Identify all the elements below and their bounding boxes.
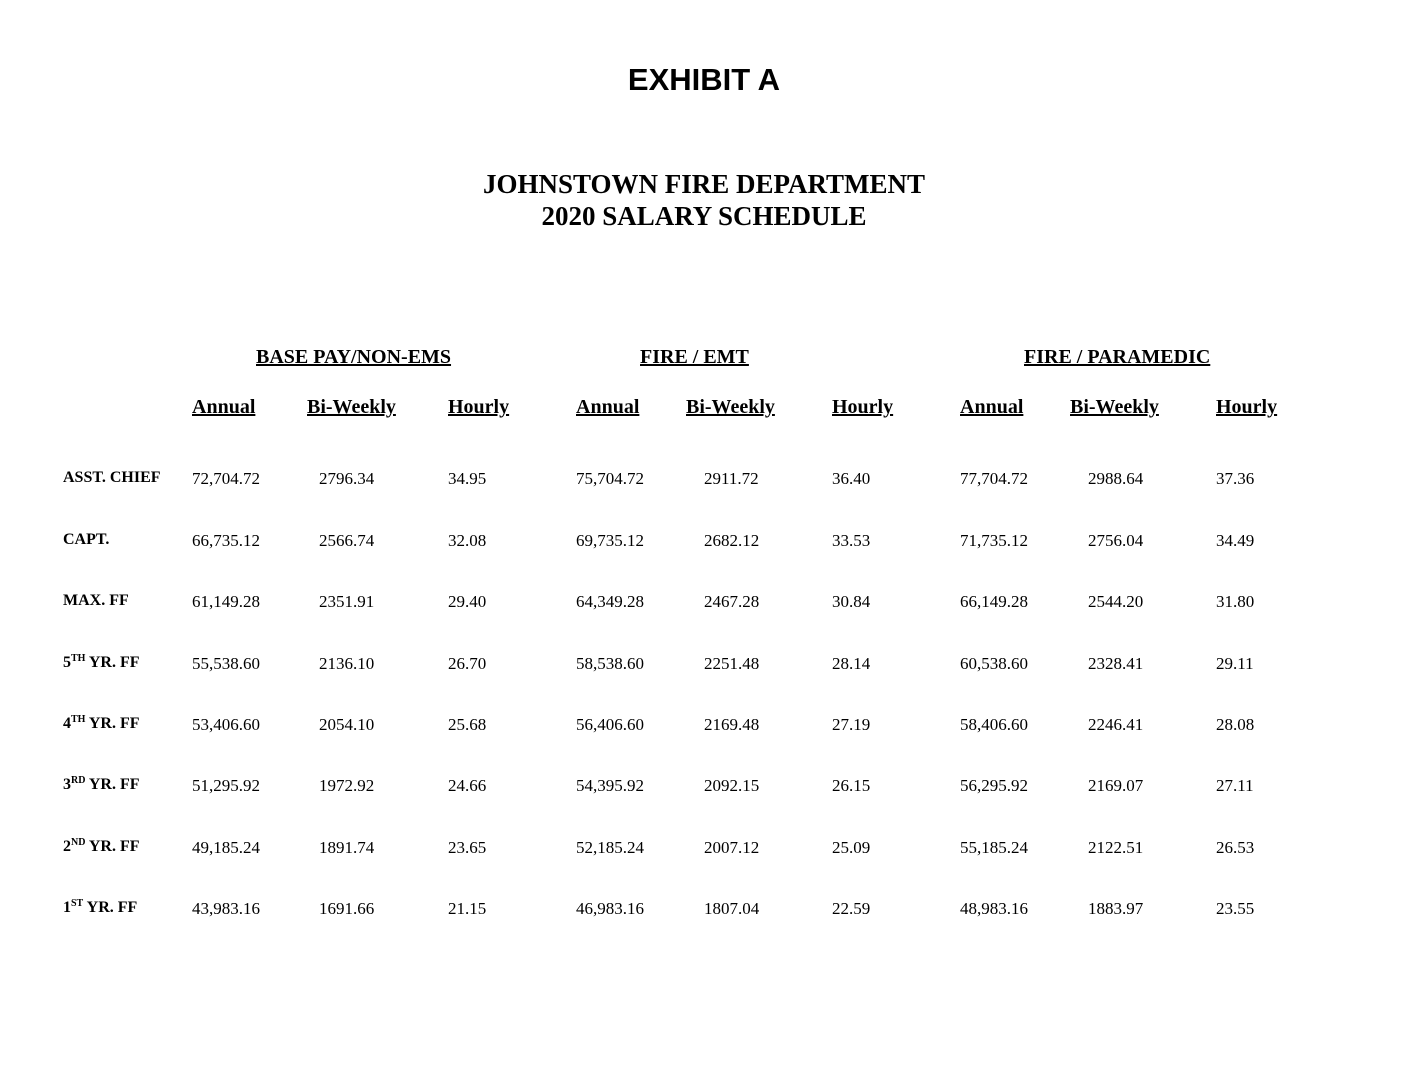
row-label: ASST. CHIEF xyxy=(63,469,161,486)
salary-cell: 25.09 xyxy=(832,838,871,857)
salary-cell: 31.80 xyxy=(1216,592,1255,611)
salary-cell: 2246.41 xyxy=(1088,715,1144,734)
salary-cell: 1883.97 xyxy=(1088,899,1144,918)
salary-cell: 49,185.24 xyxy=(192,838,260,857)
salary-cell: 53,406.60 xyxy=(192,715,260,734)
salary-cell: 2756.04 xyxy=(1088,531,1144,550)
salary-cell: 69,735.12 xyxy=(576,531,644,550)
salary-cell: 1891.74 xyxy=(319,838,375,857)
salary-cell: 55,538.60 xyxy=(192,654,260,673)
salary-cell: 27.19 xyxy=(832,715,871,734)
row-label-text: YR. FF xyxy=(85,715,140,732)
row-label xyxy=(63,838,140,856)
salary-cell: 2122.51 xyxy=(1088,838,1144,857)
salary-cell: 2467.28 xyxy=(704,592,760,611)
salary-cell: 2136.10 xyxy=(319,654,375,673)
salary-cell: 36.40 xyxy=(832,469,871,488)
salary-cell: 48,983.16 xyxy=(960,899,1028,918)
salary-cell: 55,185.24 xyxy=(960,838,1028,857)
salary-cell: 2988.64 xyxy=(1088,469,1144,488)
column-header-annual: Annual xyxy=(960,396,1024,418)
salary-cell: 24.66 xyxy=(448,776,487,795)
salary-cell: 58,538.60 xyxy=(576,654,644,673)
salary-cell: 66,149.28 xyxy=(960,592,1028,611)
salary-cell: 26.15 xyxy=(832,776,871,795)
salary-cell: 77,704.72 xyxy=(960,469,1028,488)
row-label-text: YR. FF xyxy=(85,776,140,793)
row-label-number: 4 xyxy=(63,715,71,732)
salary-cell: 2351.91 xyxy=(319,592,375,611)
salary-cell: 29.40 xyxy=(448,592,487,611)
department-name: JOHNSTOWN FIRE DEPARTMENT xyxy=(482,169,926,199)
salary-cell: 32.08 xyxy=(448,531,487,550)
salary-cell: 25.68 xyxy=(448,715,487,734)
salary-cell: 2911.72 xyxy=(704,469,759,488)
row-label-ordinal: ST xyxy=(71,898,84,909)
row-label: CAPT. xyxy=(63,531,110,548)
salary-cell: 75,704.72 xyxy=(576,469,644,488)
salary-cell: 2566.74 xyxy=(319,531,375,550)
row-label-ordinal: ND xyxy=(71,837,86,848)
salary-cell: 28.08 xyxy=(1216,715,1255,734)
row-label: MAX. FF xyxy=(63,592,129,609)
group-header-base-pay: BASE PAY/NON-EMS xyxy=(256,346,452,368)
row-label xyxy=(63,776,140,794)
row-label xyxy=(63,654,140,672)
salary-cell: 23.65 xyxy=(448,838,487,857)
row-label xyxy=(63,899,137,917)
group-header-fire-paramedic: FIRE / PARAMEDIC xyxy=(1024,346,1211,368)
column-header-annual: Annual xyxy=(576,396,640,418)
salary-cell: 2007.12 xyxy=(704,838,760,857)
salary-cell: 37.36 xyxy=(1216,469,1255,488)
salary-cell: 1972.92 xyxy=(319,776,375,795)
row-label-number: 3 xyxy=(63,776,71,793)
salary-cell: 2682.12 xyxy=(704,531,760,550)
column-header-bi-weekly: Bi-Weekly xyxy=(686,396,775,418)
row-label-ordinal: TH xyxy=(71,653,86,664)
salary-cell: 22.59 xyxy=(832,899,871,918)
salary-cell: 64,349.28 xyxy=(576,592,644,611)
salary-cell: 1807.04 xyxy=(704,899,760,918)
row-label-text: YR. FF xyxy=(83,899,138,916)
row-label-number: 5 xyxy=(63,654,71,671)
salary-cell: 60,538.60 xyxy=(960,654,1028,673)
salary-cell: 2544.20 xyxy=(1088,592,1144,611)
salary-cell: 23.55 xyxy=(1216,899,1255,918)
salary-cell: 34.95 xyxy=(448,469,487,488)
group-header-fire-emt: FIRE / EMT xyxy=(640,346,749,368)
salary-cell: 30.84 xyxy=(832,592,871,611)
salary-cell: 71,735.12 xyxy=(960,531,1028,550)
salary-cell: 72,704.72 xyxy=(192,469,260,488)
exhibit-title: EXHIBIT A xyxy=(627,62,781,97)
column-header-bi-weekly: Bi-Weekly xyxy=(1070,396,1159,418)
schedule-title: 2020 SALARY SCHEDULE xyxy=(541,201,867,231)
column-header-bi-weekly: Bi-Weekly xyxy=(307,396,396,418)
salary-cell: 2092.15 xyxy=(704,776,760,795)
row-label-number: 2 xyxy=(63,838,71,855)
salary-cell: 66,735.12 xyxy=(192,531,260,550)
salary-cell: 52,185.24 xyxy=(576,838,644,857)
column-header-annual: Annual xyxy=(192,396,256,418)
row-label-ordinal: RD xyxy=(71,775,86,786)
salary-cell: 21.15 xyxy=(448,899,487,918)
salary-cell: 51,295.92 xyxy=(192,776,260,795)
row-label-text: YR. FF xyxy=(85,654,140,671)
column-header-hourly: Hourly xyxy=(448,396,510,418)
salary-cell: 46,983.16 xyxy=(576,899,644,918)
column-header-hourly: Hourly xyxy=(832,396,894,418)
salary-cell: 43,983.16 xyxy=(192,899,260,918)
salary-cell: 61,149.28 xyxy=(192,592,260,611)
column-header-hourly: Hourly xyxy=(1216,396,1278,418)
row-label xyxy=(63,715,140,733)
row-label-number: 1 xyxy=(63,899,71,916)
salary-cell: 58,406.60 xyxy=(960,715,1028,734)
salary-cell: 29.11 xyxy=(1216,654,1254,673)
salary-cell: 2054.10 xyxy=(319,715,375,734)
salary-cell: 54,395.92 xyxy=(576,776,644,795)
salary-cell: 27.11 xyxy=(1216,776,1254,795)
salary-cell: 33.53 xyxy=(832,531,871,550)
document-heading xyxy=(0,168,1408,232)
row-label-text: YR. FF xyxy=(85,838,140,855)
salary-cell: 2796.34 xyxy=(319,469,375,488)
salary-cell: 56,406.60 xyxy=(576,715,644,734)
salary-cell: 2328.41 xyxy=(1088,654,1144,673)
salary-cell: 2169.07 xyxy=(1088,776,1144,795)
salary-cell: 56,295.92 xyxy=(960,776,1028,795)
row-label-ordinal: TH xyxy=(71,714,86,725)
salary-cell: 2251.48 xyxy=(704,654,760,673)
salary-cell: 1691.66 xyxy=(319,899,375,918)
salary-cell: 28.14 xyxy=(832,654,871,673)
salary-cell: 2169.48 xyxy=(704,715,760,734)
salary-cell: 26.70 xyxy=(448,654,487,673)
salary-cell: 26.53 xyxy=(1216,838,1255,857)
salary-cell: 34.49 xyxy=(1216,531,1255,550)
